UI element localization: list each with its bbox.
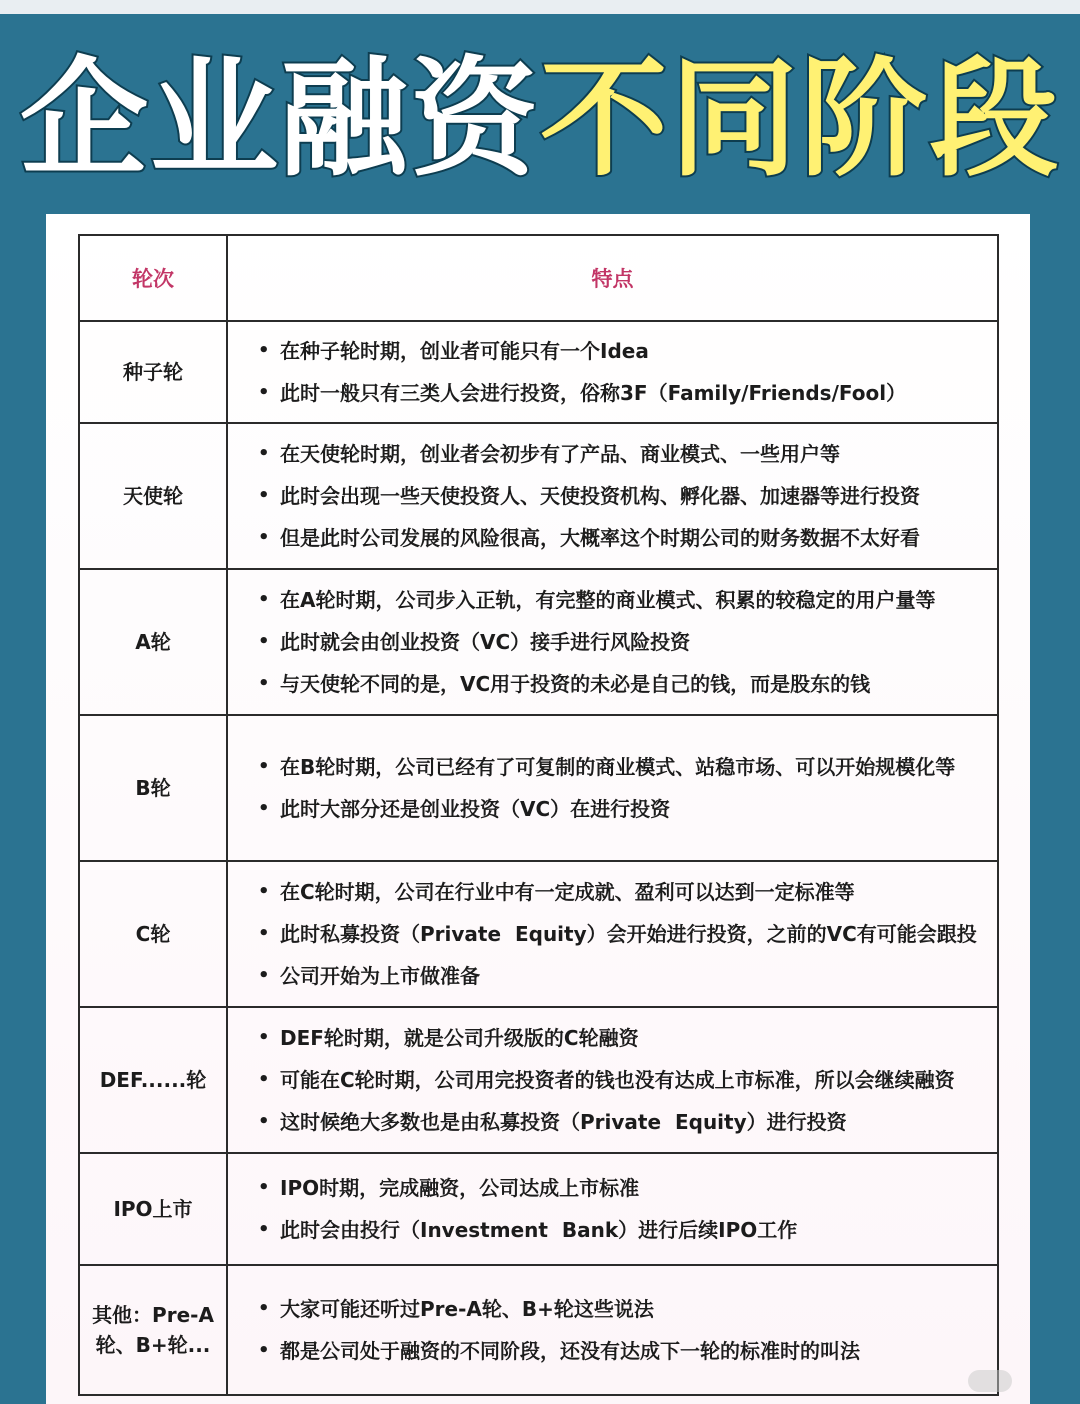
table-row <box>79 569 998 715</box>
feature-point: • 在天使轮时期，创业者会初步有了产品、商业模式、一些用户等 <box>258 433 979 475</box>
title-part-1: 企业融资 <box>19 45 540 194</box>
content-card <box>46 214 1030 1404</box>
table-row <box>79 715 998 861</box>
feature-point: • 此时一般只有三类人会进行投资，俗称3F（Family/Friends/Fool） <box>258 372 979 414</box>
features-list <box>258 871 979 997</box>
feature-point: • 与天使轮不同的是，VC用于投资的未必是自己的钱，而是股东的钱 <box>258 663 979 705</box>
funding-stages-table <box>78 234 999 1396</box>
features-list <box>258 330 979 414</box>
table-row <box>79 1153 998 1265</box>
round-name: IPO上市 <box>79 1153 227 1265</box>
feature-point: • IPO时期，完成融资，公司达成上市标准 <box>258 1167 979 1209</box>
table-row <box>79 861 998 1007</box>
round-features <box>227 423 998 569</box>
round-features <box>227 569 998 715</box>
feature-point: • 公司开始为上市做准备 <box>258 955 979 997</box>
header-features: 特点 <box>227 235 998 321</box>
round-features <box>227 1153 998 1265</box>
feature-point: • 在A轮时期，公司步入正轨，有完整的商业模式、积累的较稳定的用户量等 <box>258 579 979 621</box>
round-name: A轮 <box>79 569 227 715</box>
table-row <box>79 423 998 569</box>
feature-point: • 大家可能还听过Pre-A轮、B+轮这些说法 <box>258 1288 979 1330</box>
feature-point: • 此时就会由创业投资（VC）接手进行风险投资 <box>258 621 979 663</box>
round-features <box>227 861 998 1007</box>
features-list <box>258 579 979 705</box>
table-row <box>79 321 998 423</box>
feature-point: • 此时会由投行（Investment Bank）进行后续IPO工作 <box>258 1209 979 1251</box>
page-title <box>0 40 1080 200</box>
round-features <box>227 715 998 861</box>
feature-point: • DEF轮时期，就是公司升级版的C轮融资 <box>258 1017 979 1059</box>
table-row <box>79 1007 998 1153</box>
round-features <box>227 1007 998 1153</box>
round-name: 天使轮 <box>79 423 227 569</box>
round-name: DEF......轮 <box>79 1007 227 1153</box>
round-name: 其他：Pre-A轮、B+轮... <box>79 1265 227 1395</box>
features-list <box>258 433 979 559</box>
table-body <box>79 321 998 1395</box>
round-name: C轮 <box>79 861 227 1007</box>
feature-point: • 这时候绝大多数也是由私募投资（Private Equity）进行投资 <box>258 1101 979 1143</box>
feature-point: • 都是公司处于融资的不同阶段，还没有达成下一轮的标准时的叫法 <box>258 1330 979 1372</box>
features-list <box>258 1017 979 1143</box>
round-name: B轮 <box>79 715 227 861</box>
features-list <box>258 1288 979 1372</box>
round-name: 种子轮 <box>79 321 227 423</box>
table-header-row <box>79 235 998 321</box>
features-list <box>258 746 979 830</box>
feature-point: • 在B轮时期，公司已经有了可复制的商业模式、站稳市场、可以开始规模化等 <box>258 746 979 788</box>
features-list <box>258 1167 979 1251</box>
feature-point: • 此时私募投资（Private Equity）会开始进行投资，之前的VC有可能会跟投 <box>258 913 979 955</box>
feature-point: • 在C轮时期，公司在行业中有一定成就、盈利可以达到一定标准等 <box>258 871 979 913</box>
top-strip <box>0 0 1080 14</box>
feature-point: • 此时会出现一些天使投资人、天使投资机构、孵化器、加速器等进行投资 <box>258 475 979 517</box>
header-round: 轮次 <box>79 235 227 321</box>
feature-point: • 但是此时公司发展的风险很高，大概率这个时期公司的财务数据不太好看 <box>258 517 979 559</box>
feature-point: • 此时大部分还是创业投资（VC）在进行投资 <box>258 788 979 830</box>
table-row <box>79 1265 998 1395</box>
feature-point: • 在种子轮时期，创业者可能只有一个Idea <box>258 330 979 372</box>
title-part-2: 不同阶段 <box>540 45 1061 194</box>
feature-point: • 可能在C轮时期，公司用完投资者的钱也没有达成上市标准，所以会继续融资 <box>258 1059 979 1101</box>
round-features <box>227 321 998 423</box>
watermark-badge <box>968 1370 1012 1392</box>
round-features <box>227 1265 998 1395</box>
